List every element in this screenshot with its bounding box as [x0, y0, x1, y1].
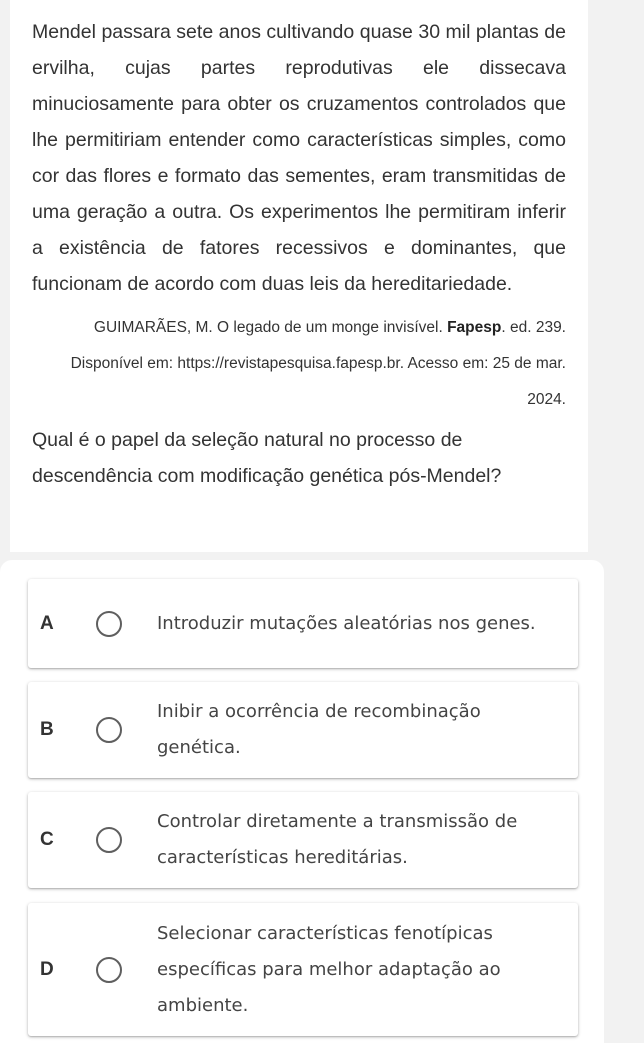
citation-edition: . ed. 239.: [501, 319, 566, 336]
citation-availability: Disponível em: https://revistapesquisa.fapesp.br. Acesso em: 25 de mar. 2024.: [70, 355, 566, 408]
option-b[interactable]: [28, 682, 578, 778]
option-letter: C: [40, 829, 54, 850]
citation-reference: [32, 310, 566, 346]
options-panel: [0, 560, 604, 1043]
option-a[interactable]: [28, 579, 578, 668]
radio-button[interactable]: [96, 827, 122, 853]
option-letter: A: [40, 612, 54, 634]
citation-source: Fapesp: [447, 319, 502, 336]
radio-button[interactable]: [96, 611, 122, 637]
radio-button[interactable]: [96, 717, 122, 743]
option-text: Selecionar características fenotípicas específicas para melhor adaptação ao ambiente.: [157, 922, 501, 1016]
option-letter: B: [40, 719, 54, 740]
option-c[interactable]: [28, 792, 578, 888]
option-d[interactable]: [28, 903, 578, 1036]
option-text: Controlar diretamente a transmissão de características hereditárias.: [157, 811, 518, 868]
citation: [32, 310, 566, 418]
citation-author-title: GUIMARÃES, M. O legado de um monge invisível.: [93, 319, 448, 336]
question-text: Qual é o papel da seleção natural no processo de descendência com modificação genética pós-Mendel?: [32, 429, 502, 487]
question-card: [10, 0, 588, 552]
passage-text: Mendel passara sete anos cultivando quase 30 mil plantas de ervilha, cujas partes reprodutivas ele dissecava minuciosamente para obter os cruzamentos controlados que lhe permitiriam entender como características simples, como cor das flores e formato das sementes, eram transmitidas de uma geração a outra. Os experimentos lhe permitiram inferir a existência de fatores recessivos e dominantes, que funcionam de acordo com duas leis da hereditariedade.: [32, 21, 566, 295]
option-text: Inibir a ocorrência de recombinação genética.: [157, 701, 481, 758]
radio-button[interactable]: [96, 957, 122, 983]
option-letter: D: [40, 958, 54, 980]
option-text: Introduzir mutações aleatórias nos genes.: [157, 612, 536, 634]
